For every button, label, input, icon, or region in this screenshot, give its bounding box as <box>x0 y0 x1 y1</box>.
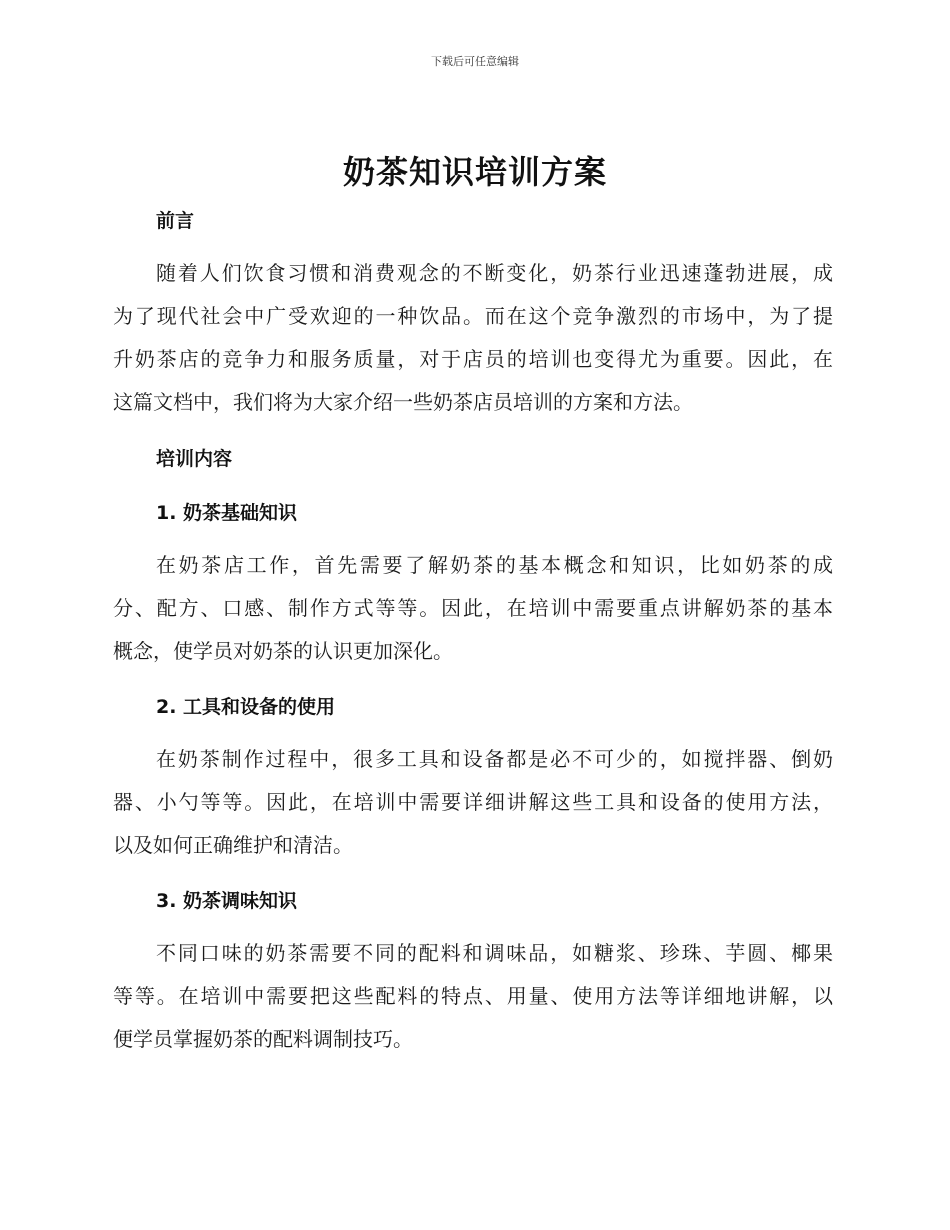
paragraph-milk-tea-basics <box>113 544 833 673</box>
paragraph-flavoring <box>113 932 833 1061</box>
paragraph-line: 为了现代社会中广受欢迎的一种饮品。而在这个竞争激烈的市场中，为了提 <box>113 304 833 328</box>
paragraph-line: 升奶茶店的竞争力和服务质量，对于店员的培训也变得尤为重要。因此，在 <box>113 347 833 371</box>
paragraph-line: 概念，使学员对奶茶的认识更加深化。 <box>113 639 453 663</box>
paragraph-line: 器、小勺等等。因此，在培训中需要详细讲解这些工具和设备的使用方法， <box>113 790 833 814</box>
document-title: 奶茶知识培训方案 <box>342 153 607 191</box>
paragraph-line: 随着人们饮食习惯和消费观念的不断变化，奶茶行业迅速蓬勃进展，成 <box>156 261 833 285</box>
paragraph-preface <box>113 252 833 424</box>
paragraph-line: 在奶茶店工作，首先需要了解奶茶的基本概念和知识，比如奶茶的成 <box>156 553 833 577</box>
paragraph-line: 不同口味的奶茶需要不同的配料和调味品，如糖浆、珍珠、芋圆、椰果 <box>156 941 833 965</box>
paragraph-line: 在奶茶制作过程中，很多工具和设备都是必不可少的，如搅拌器、倒奶 <box>156 747 833 771</box>
page-header-note: 下载后可任意编辑 <box>431 55 519 68</box>
paragraph-line: 以及如何正确维护和清洁。 <box>113 833 353 857</box>
paragraph-tools-equipment <box>113 738 833 867</box>
section-heading-flavoring: 3. 奶茶调味知识 <box>156 890 298 912</box>
paragraph-line: 等等。在培训中需要把这些配料的特点、用量、使用方法等详细地讲解，以 <box>113 984 833 1008</box>
paragraph-line: 这篇文档中，我们将为大家介绍一些奶茶店员培训的方案和方法。 <box>113 390 693 414</box>
section-heading-milk-tea-basics: 1. 奶茶基础知识 <box>156 502 298 524</box>
section-heading-preface: 前言 <box>156 210 195 232</box>
paragraph-line: 分、配方、口感、制作方式等等。因此，在培训中需要重点讲解奶茶的基本 <box>113 596 833 620</box>
section-heading-tools-equipment: 2. 工具和设备的使用 <box>156 696 336 718</box>
section-heading-training-content: 培训内容 <box>156 448 233 470</box>
paragraph-line: 便学员掌握奶茶的配料调制技巧。 <box>113 1027 413 1051</box>
